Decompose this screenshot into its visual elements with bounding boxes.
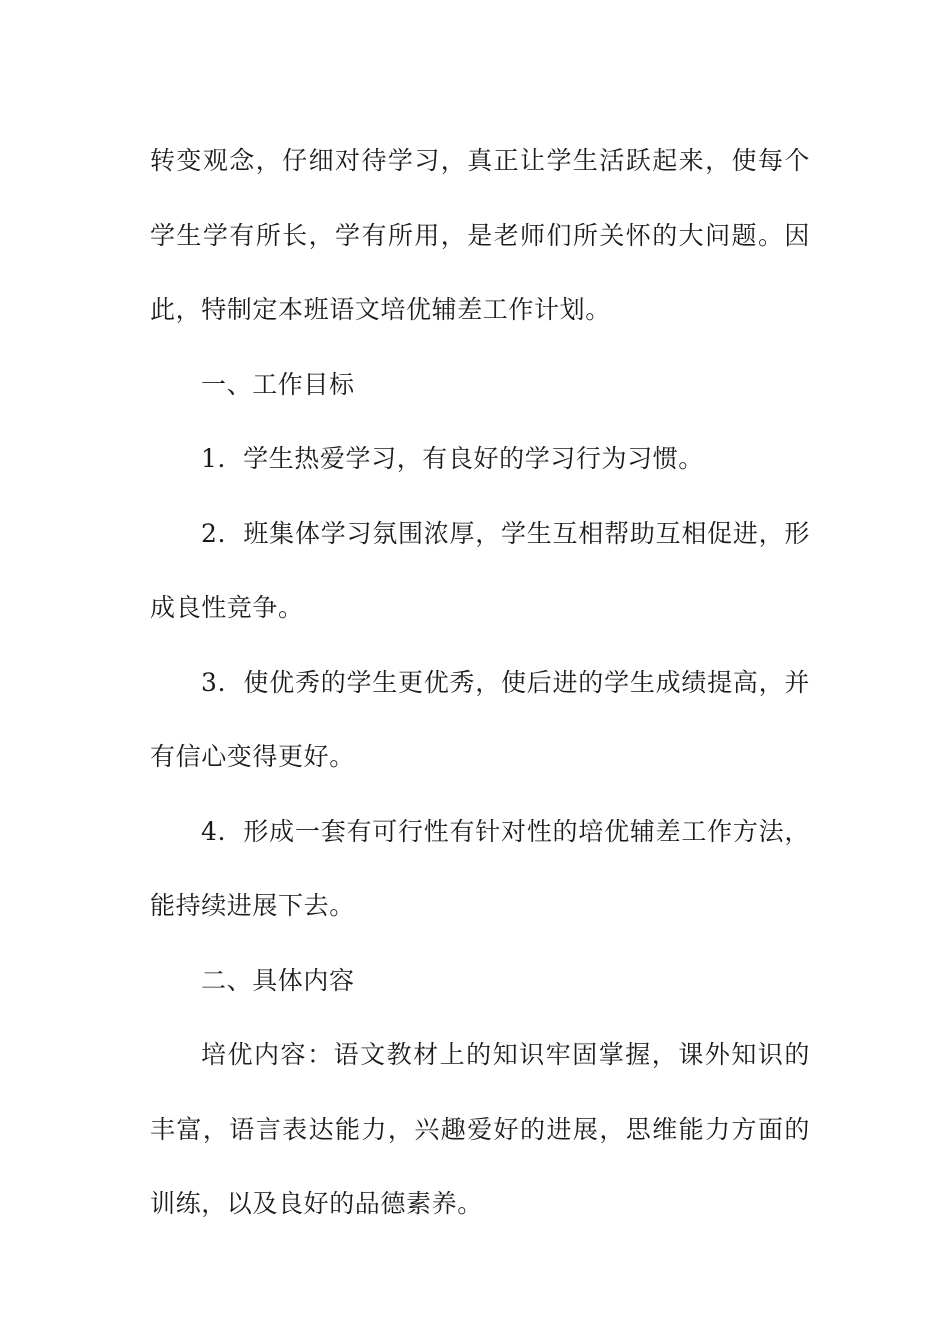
goal-item-3: 3．使优秀的学生更优秀，使后进的学生成绩提高，并有信心变得更好。 bbox=[150, 667, 810, 771]
goal-item-1: 1．学生热爱学习，有良好的学习行为习惯。 bbox=[201, 444, 704, 473]
paragraph-enrichment-content: 培优内容：语文教材上的知识牢固掌握，课外知识的丰富，语言表达能力，兴趣爱好的进展，思维能力方面的训练，以及良好的品德素养。 bbox=[150, 1040, 810, 1218]
goal-item-4: 4．形成一套有可行性有针对性的培优辅差工作方法，能持续进展下去。 bbox=[150, 816, 810, 920]
heading-specific-content: 二、具体内容 bbox=[201, 965, 355, 995]
paragraph-intro: 转变观念，仔细对待学习，真正让学生活跃起来，使每个学生学有所长，学有所用，是老师们所关怀的大问题。因此，特制定本班语文培优辅差工作计划。 bbox=[150, 146, 810, 324]
goal-item-2: 2．班集体学习氛围浓厚，学生互相帮助互相促进，形成良性竞争。 bbox=[150, 518, 810, 622]
heading-work-goals: 一、工作目标 bbox=[201, 369, 355, 399]
document-body bbox=[150, 124, 810, 1242]
